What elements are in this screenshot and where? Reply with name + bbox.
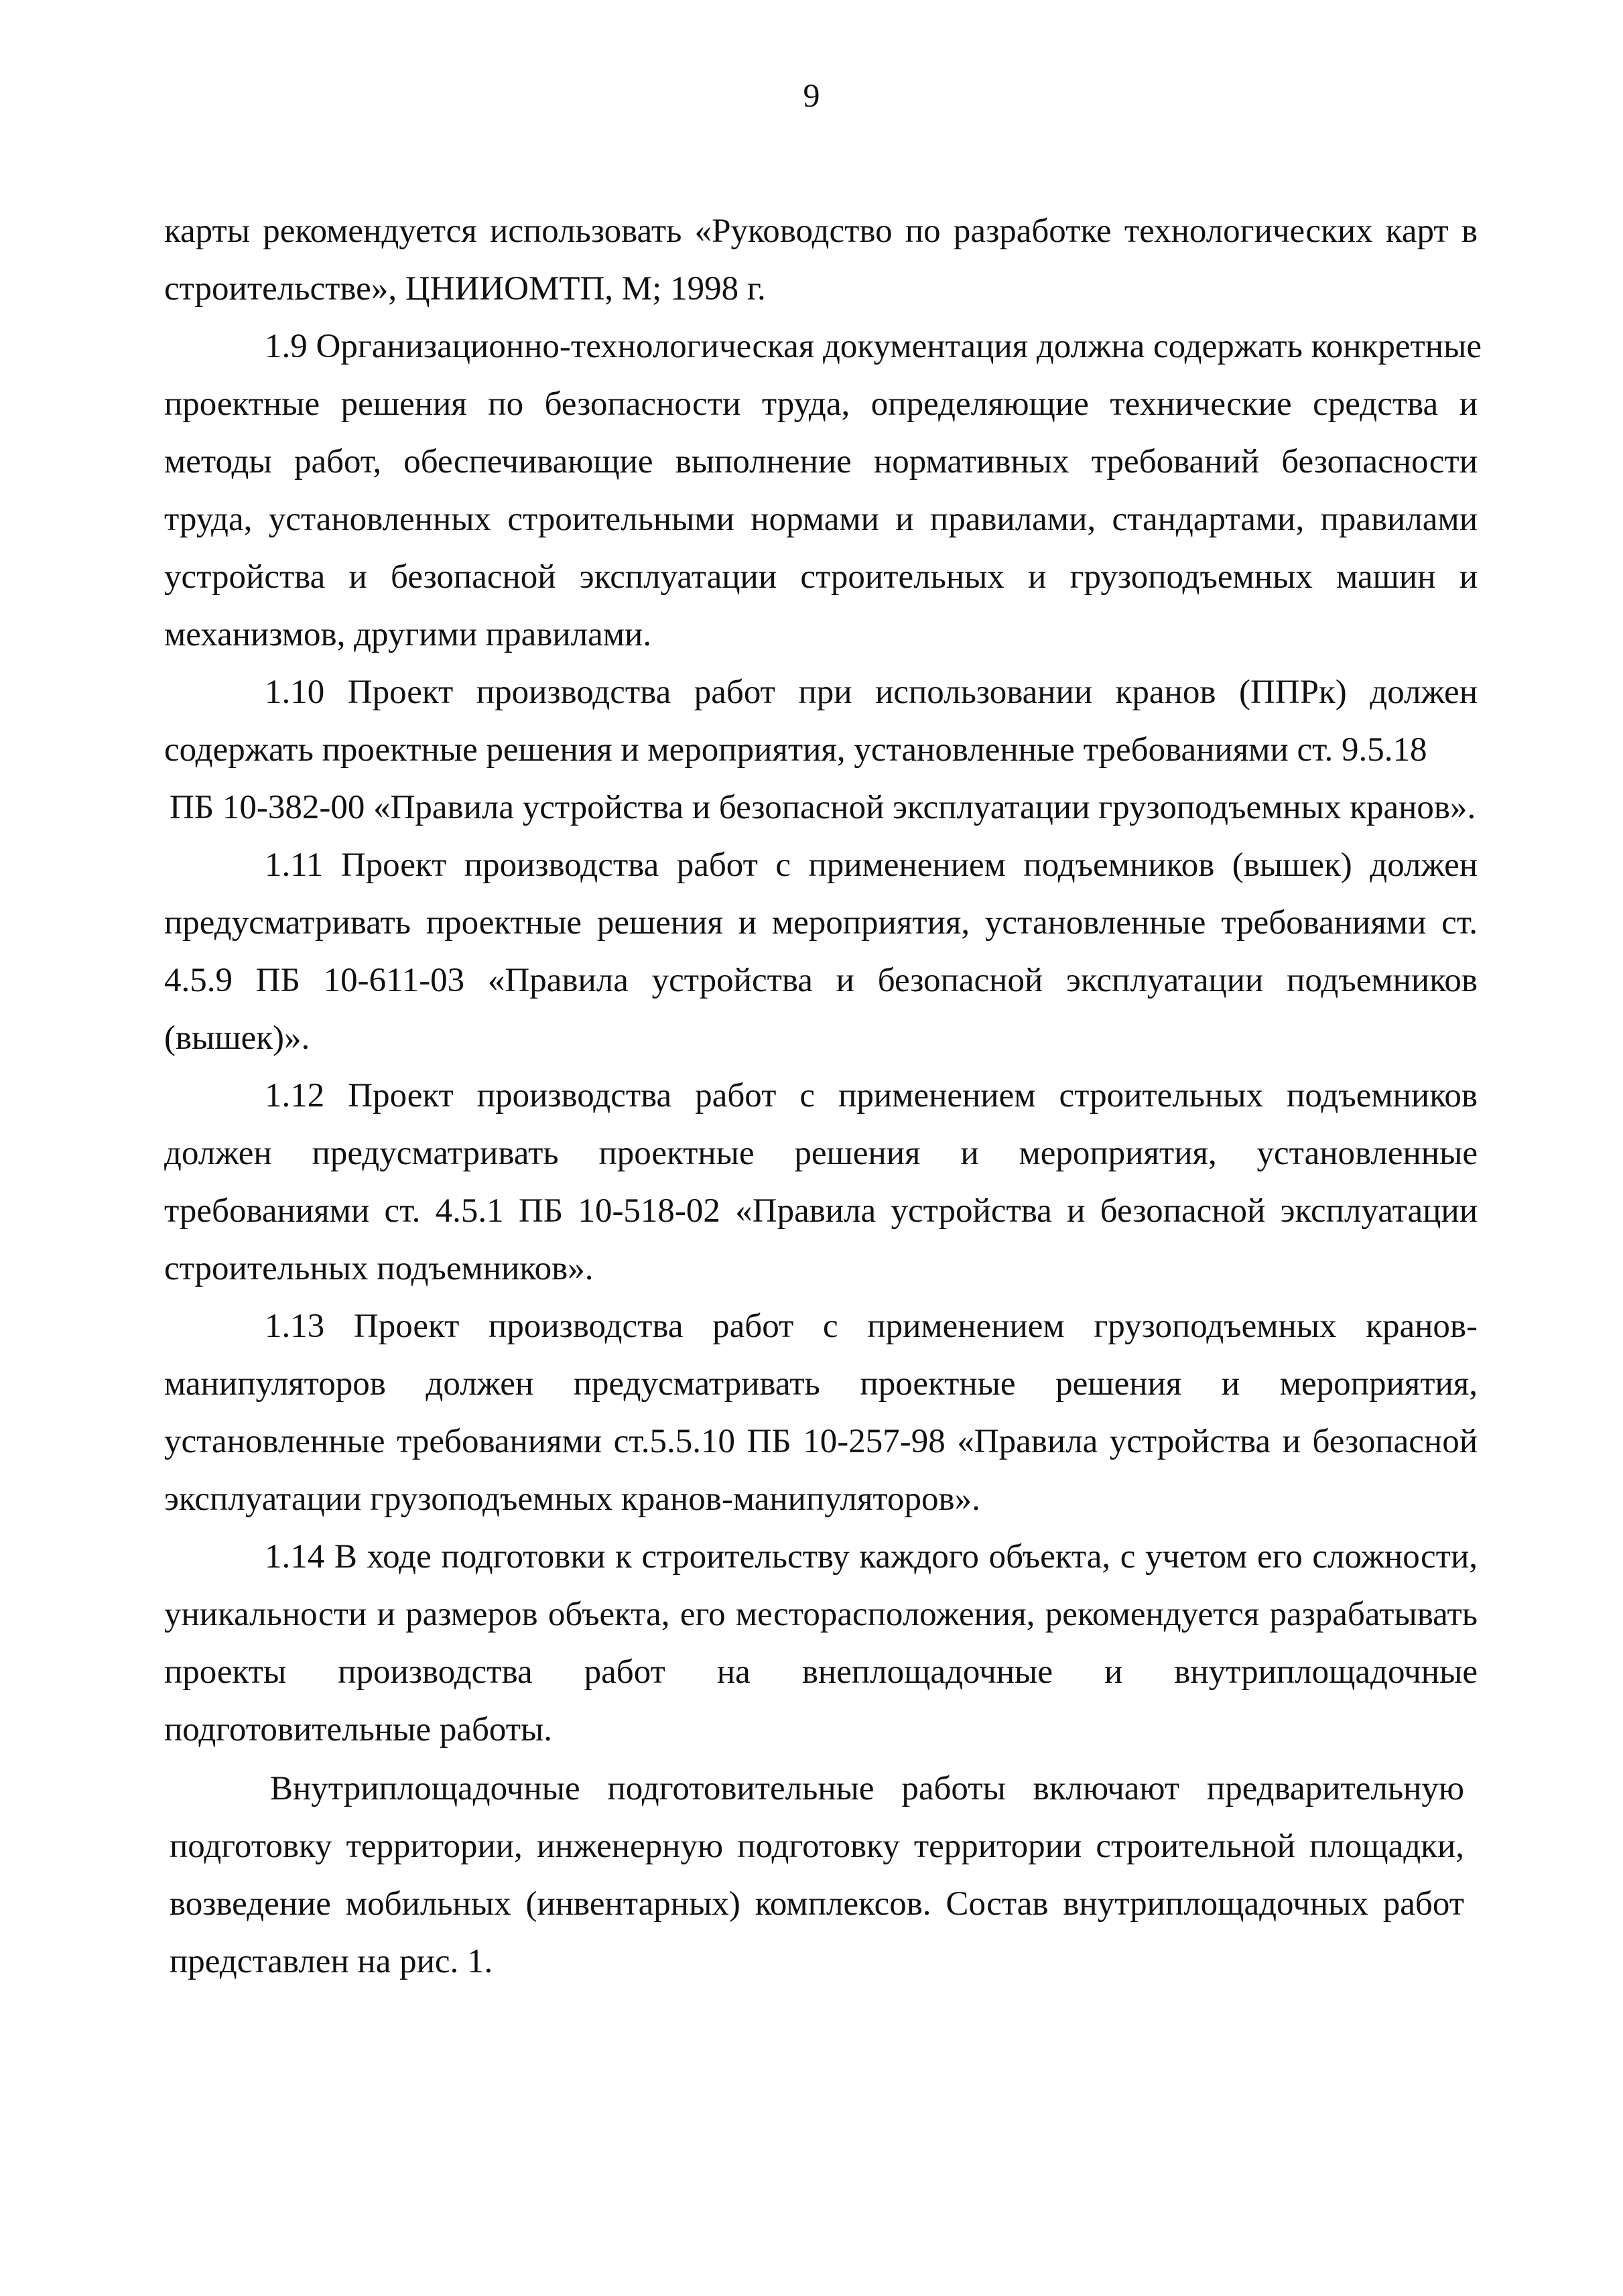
page-number: 9 [803, 76, 820, 114]
paragraph-1-12 [164, 1067, 1478, 1297]
text-line: должен предусматривать проектные решения и мероприятия, установленные [164, 1135, 1478, 1172]
paragraph-1-13 [164, 1297, 1478, 1528]
text-line: 1.10 Проект производства работ при использовании кранов (ППРк) должен [265, 674, 1478, 711]
text-line: 1.14 В ходе подготовки к строительству каждого объекта, с учетом его сложности, [265, 1538, 1478, 1576]
text-line: манипуляторов должен предусматривать проектные решения и мероприятия, [164, 1365, 1478, 1403]
text-line: установленные требованиями ст.5.5.10 ПБ 10-257-98 «Правила устройства и безопасной [164, 1423, 1478, 1460]
text-line: (вышек)». [164, 1019, 310, 1057]
text-line: содержать проектные решения и мероприятия, установленные требованиями ст. 9.5.18 [164, 731, 1427, 769]
text-line: возведение мобильных (инвентарных) комплексов. Состав внутриплощадочных работ [170, 1885, 1464, 1923]
paragraph-continuation [164, 202, 1478, 318]
paragraph-1-14 [164, 1528, 1478, 1759]
text-line: 4.5.9 ПБ 10-611-03 «Правила устройства и безопасной эксплуатации подъемников [164, 962, 1478, 999]
text-line: 1.12 Проект производства работ с применением строительных подъемников [265, 1077, 1478, 1114]
text-line: методы работ, обеспечивающие выполнение нормативных требований безопасности [164, 443, 1478, 481]
text-line: устройства и безопасной эксплуатации строительных и грузоподъемных машин и [164, 558, 1478, 596]
text-line: карты рекомендуется использовать «Руководство по разработке технологических карт в [164, 212, 1478, 250]
text-line: строительстве», ЦНИИОМТП, М; 1998 г. [164, 270, 766, 308]
paragraph-site-works [164, 1760, 1478, 1990]
text-line: эксплуатации грузоподъемных кранов-манипуляторов». [164, 1480, 980, 1518]
text-line: подготовительные работы. [164, 1711, 553, 1748]
text-line: Внутриплощадочные подготовительные работы включают предварительную [270, 1770, 1464, 1807]
text-line: проекты производства работ на внеплощадочные и внутриплощадочные [164, 1653, 1478, 1691]
text-line: строительных подъемников». [164, 1250, 594, 1287]
paragraph-1-11 [164, 836, 1478, 1067]
text-line: уникальности и размеров объекта, его месторасположения, рекомендуется разрабатывать [164, 1596, 1478, 1633]
paragraph-1-9 [164, 318, 1482, 663]
text-line: 1.9 Организационно-технологическая документация должна содержать конкретные [265, 328, 1482, 365]
text-line: представлен на рис. 1. [170, 1943, 493, 1980]
text-line: требованиями ст. 4.5.1 ПБ 10-518-02 «Правила устройства и безопасной эксплуатации [164, 1192, 1478, 1230]
text-line: 1.11 Проект производства работ с применением подъемников (вышек) должен [265, 846, 1478, 884]
text-line: проектные решения по безопасности труда, определяющие технические средства и [164, 385, 1478, 423]
paragraph-1-10 [164, 663, 1478, 836]
text-line: предусматривать проектные решения и мероприятия, установленные требованиями ст. [164, 904, 1478, 942]
text-line: труда, установленных строительными нормами и правилами, стандартами, правилами [164, 501, 1478, 538]
document-body [164, 202, 1482, 1990]
text-line: ПБ 10-382-00 «Правила устройства и безопасной эксплуатации грузоподъемных кранов». [170, 789, 1476, 826]
text-line: механизмов, другими правилами. [164, 616, 652, 653]
text-line: 1.13 Проект производства работ с применением грузоподъемных кранов- [265, 1308, 1478, 1345]
text-line: подготовку территории, инженерную подготовку территории строительной площадки, [170, 1828, 1464, 1865]
